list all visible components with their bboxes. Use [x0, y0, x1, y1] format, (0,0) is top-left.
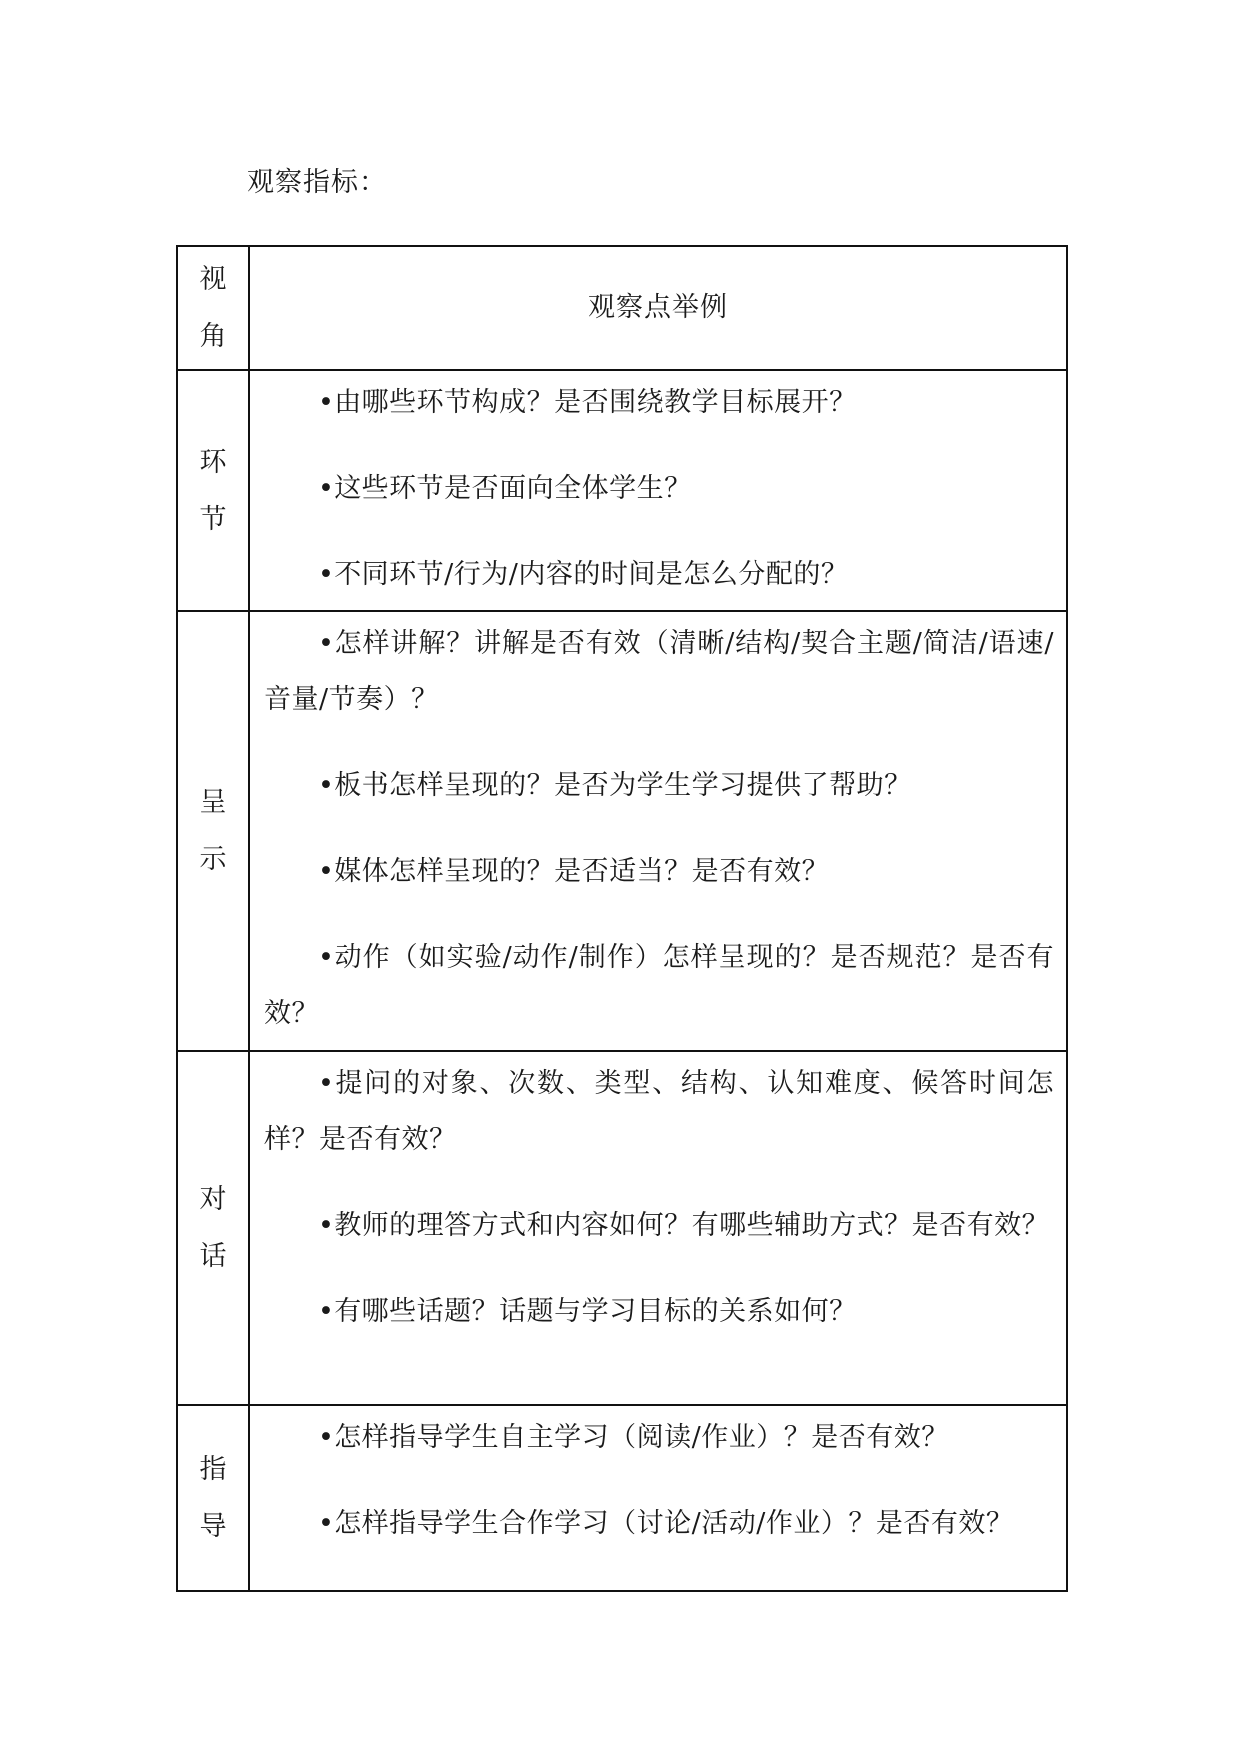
view-cell [177, 1405, 249, 1591]
observation-point: •这些环节是否面向全体学生？ [264, 461, 1054, 517]
points-cell [249, 370, 1067, 611]
points-header-label: 观察点举例 [588, 292, 728, 323]
view-label: 环节 [199, 446, 227, 535]
bullet-icon: • [318, 1210, 335, 1241]
points-cell [249, 1051, 1067, 1405]
bullet-icon: • [318, 770, 335, 801]
points-cell [249, 611, 1067, 1051]
bullet-icon: • [318, 1068, 335, 1099]
table-header-row [177, 246, 1067, 370]
bullet-icon: • [318, 628, 335, 659]
observation-point: •怎样指导学生合作学习（讨论/活动/作业）？是否有效？ [264, 1496, 1054, 1552]
observation-point: •媒体怎样呈现的？是否适当？是否有效？ [264, 844, 1054, 900]
points-cell [249, 1405, 1067, 1591]
view-cell [177, 1051, 249, 1405]
view-label: 指导 [199, 1454, 227, 1542]
table-row [177, 1051, 1067, 1405]
observation-table [176, 245, 1068, 1592]
observation-point: •怎样指导学生自主学习（阅读/作业）？是否有效？ [264, 1410, 1054, 1466]
view-header-cell [177, 246, 249, 370]
page-heading: 观察指标： [247, 167, 387, 198]
view-cell [177, 611, 249, 1051]
observation-point: •板书怎样呈现的？是否为学生学习提供了帮助？ [264, 758, 1054, 814]
observation-point: •由哪些环节构成？是否围绕教学目标展开？ [264, 375, 1054, 431]
points-header-cell [249, 246, 1067, 370]
table-row [177, 611, 1067, 1051]
observation-point: •怎样讲解？讲解是否有效（清晰/结构/契合主题/简洁/语速/音量/节奏）？ [264, 616, 1054, 728]
observation-point: •教师的理答方式和内容如何？有哪些辅助方式？是否有效？ [264, 1198, 1054, 1254]
bullet-icon: • [318, 1296, 335, 1327]
observation-point: •提问的对象、次数、类型、结构、认知难度、候答时间怎样？是否有效？ [264, 1056, 1054, 1168]
observation-point: •有哪些话题？话题与学习目标的关系如何？ [264, 1284, 1054, 1340]
table-row [177, 1405, 1067, 1591]
table-row [177, 370, 1067, 611]
bullet-icon: • [318, 856, 335, 887]
observation-point: •动作（如实验/动作/制作）怎样呈现的？是否规范？是否有效？ [264, 930, 1054, 1042]
bullet-icon: • [318, 1422, 335, 1453]
view-label: 呈示 [199, 787, 227, 875]
bullet-icon: • [318, 942, 335, 973]
view-header-label: 视角 [199, 264, 227, 352]
observation-point: •不同环节/行为/内容的时间是怎么分配的？ [264, 547, 1054, 603]
bullet-icon: • [318, 559, 335, 590]
bullet-icon: • [318, 387, 335, 418]
bullet-icon: • [318, 473, 335, 504]
bullet-icon: • [318, 1508, 335, 1539]
view-cell [177, 370, 249, 611]
view-label: 对话 [199, 1184, 227, 1272]
